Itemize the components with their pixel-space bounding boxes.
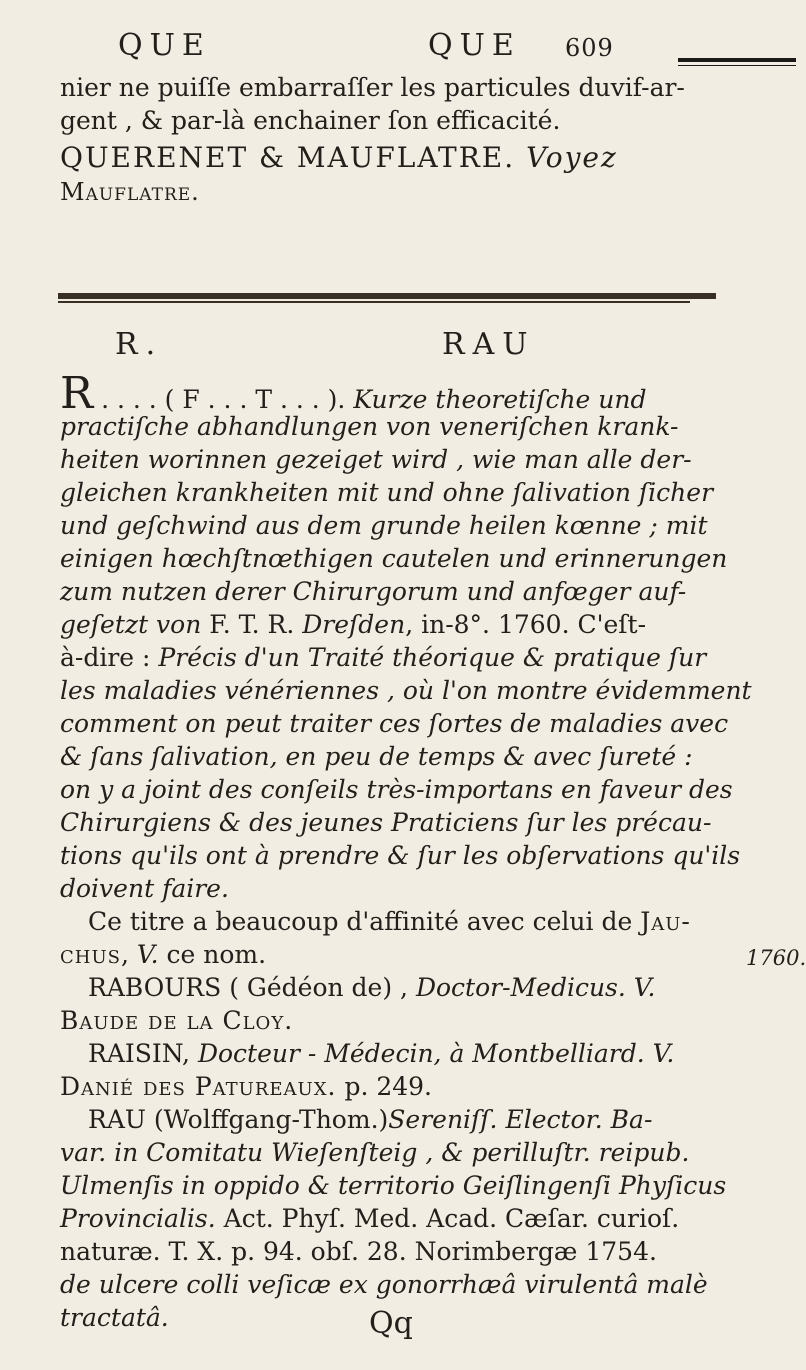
rabours-name: RABOURS: [88, 973, 222, 1002]
rau-name: RAU: [88, 1105, 146, 1134]
rau-text: Act. Phyſ. Med. Acad. Cæſar. curioſ.: [223, 1204, 680, 1233]
entry-r-line-10: les maladies vénériennes , où l'on montre évidemment: [60, 676, 752, 705]
running-head-left: QUE: [118, 28, 211, 63]
entry-r-line-15: tions qu'ils ont à prendre & ſur les obſervations qu'ils: [60, 841, 741, 870]
page-number: 609: [565, 34, 614, 62]
entry-r-french-title: Précis d'un Traité théorique & pratique ſur: [158, 643, 707, 672]
entry-r-line-5: und geſchwind aus dem grunde heilen kœnne ; mit: [60, 511, 708, 540]
section-header-right: RAU: [442, 327, 536, 362]
section-header-left: R.: [115, 327, 164, 362]
querenet-see: Voyez: [526, 141, 618, 174]
intro-line-2: gent , & par-là enchainer ſon efficacité.: [60, 106, 561, 135]
entry-r-author: . . . . ( F . . . T . . . ).: [101, 385, 346, 414]
rau-line-2: var. in Comitatu Wieſenſteig , & perilluſtr. reipub.: [60, 1138, 690, 1167]
querenet-entry: [60, 142, 618, 174]
rau-line-7: tractatâ.: [60, 1303, 169, 1332]
intro-line-1: nier ne puiſſe embarraſſer les particules duvif-ar-: [60, 73, 685, 102]
entry-r-line-14: Chirurgiens & des jeunes Praticiens ſur les précau-: [60, 808, 712, 837]
entry-r-line-2: practiſche abhandlungen von veneriſchen krank-: [60, 412, 679, 441]
entry-r-note-name: chus: [60, 940, 121, 969]
entry-r-line-8: [60, 609, 646, 641]
entry-r-line-13: on y a joint des conſeils très-importans en faveur des: [60, 775, 733, 804]
rau-line-1: [88, 1104, 652, 1136]
raisin-line-2: [60, 1071, 432, 1103]
entry-r-line-6: einigen hœchſtnœthigen cautelen und erinnerungen: [60, 544, 728, 573]
entry-r-note-2: [60, 939, 266, 971]
entry-r-note-see: V.: [136, 940, 159, 969]
rabours-target: Baude de la Cloy.: [60, 1006, 294, 1035]
edge-ornament: [678, 58, 796, 68]
rau-text: Sereniſſ. Elector. Ba-: [388, 1105, 653, 1134]
entry-r-note-text: Ce titre a beaucoup d'affinité avec celui de: [88, 907, 633, 936]
entry-r-imprint: , in-8°. 1760. C'eſt-: [405, 610, 647, 639]
raisin-title: Docteur - Médecin, à Montbelliard.: [197, 1039, 645, 1068]
raisin-name: RAISIN: [88, 1039, 183, 1068]
entry-r-line-11: comment on peut traiter ces ſortes de maladies avec: [60, 709, 729, 738]
raisin-page: p. 249.: [344, 1072, 432, 1101]
entry-r-line-12: & ſans ſalivation, en peu de temps & avec ſureté :: [60, 742, 693, 771]
entry-r-note-1: [88, 906, 691, 938]
rau-forename: (Wolffgang-Thom.): [153, 1105, 389, 1134]
rabours-entry: [88, 972, 655, 1004]
section-rule: [58, 293, 716, 303]
entry-r-text: geſetzt von: [60, 610, 202, 639]
margin-note-year: 1760.: [746, 946, 806, 970]
entry-r-initial: R: [60, 368, 94, 419]
catchword: Qq: [369, 1306, 413, 1341]
rau-line-5: naturæ. T. X. p. 94. obſ. 28. Norimbergæ 1754.: [60, 1237, 657, 1266]
entry-r-line-3: heiten worinnen gezeiget wird , wie man alle der-: [60, 445, 692, 474]
rabours-see: V.: [633, 973, 656, 1002]
rau-line-6: de ulcere colli veſicæ ex gonorrhæâ virulentâ malè: [60, 1270, 708, 1299]
rabours-forename: ( Gédéon de) ,: [229, 973, 408, 1002]
querenet-name: QUERENET & MAUFLATRE.: [60, 141, 516, 174]
raisin-target: Danié des Patureaux.: [60, 1072, 337, 1101]
entry-r-place: Dreſden: [302, 610, 406, 639]
querenet-target: Mauflatre.: [60, 178, 200, 206]
rau-line-3: Ulmenſis in oppido & territorio Geiſlingenſi Phyſicus: [60, 1171, 727, 1200]
rau-line-4: [60, 1203, 679, 1235]
entry-r-text: à-dire :: [60, 643, 151, 672]
entry-r-note-name: Jau-: [640, 907, 691, 936]
running-head-middle: QUE: [428, 28, 521, 63]
entry-r-note-punct: ,: [120, 940, 129, 969]
raisin-punct: ,: [182, 1039, 190, 1068]
entry-r-line-4: gleichen krankheiten mit und ohne ſalivation ſicher: [60, 478, 714, 507]
rabours-title: Doctor-Medicus.: [415, 973, 626, 1002]
raisin-entry: [88, 1038, 674, 1070]
entry-r-line-16: doivent faire.: [60, 874, 229, 903]
entry-r-initials: F. T. R.: [209, 610, 295, 639]
entry-r-line-9: [60, 642, 706, 674]
entry-r-note-text: ce nom.: [166, 940, 267, 969]
entry-r-line-7: zum nutzen derer Chirurgorum und anfœger auf-: [60, 577, 687, 606]
entry-r-title-start: Kurze theoretiſche und: [353, 385, 647, 414]
rau-text: Provincialis.: [60, 1204, 216, 1233]
raisin-see: V.: [652, 1039, 675, 1068]
